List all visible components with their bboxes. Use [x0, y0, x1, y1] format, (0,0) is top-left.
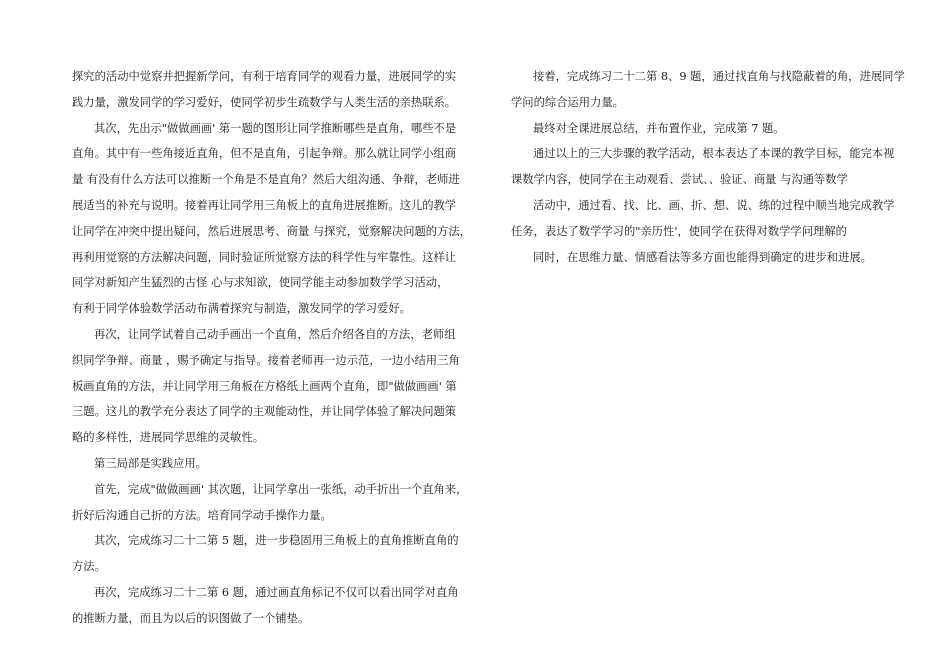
paragraph-line: 织同学争辩、商量 ，赐予确定与指导。接着老师再一边示范，一边小结用三角	[72, 353, 460, 367]
paragraph-line: 再利用觉察的方法解决问题，同时验证所觉察方法的科学性与牢靠性。这样让	[72, 250, 457, 264]
paragraph-line: 最终对全课进展总结，并布置作业，完成第 7 题。	[533, 121, 785, 135]
paragraph-line: 让同学在冲突中提出疑问，然后进展思考、商量 与探究，觉察解决问题的方法，	[72, 224, 471, 238]
paragraph-line: 有利于同学体验数学活动布满着探究与制造，激发同学的学习爱好。	[72, 302, 411, 316]
right-text-column	[511, 64, 905, 270]
paragraph-line: 略的多样性，进展同学思维的灵敏性。	[72, 431, 265, 445]
paragraph-line: 学问的综合运用力量。	[511, 95, 624, 109]
paragraph-line: 量 有没有什么方法可以推断一个角是不是直角？然后大组沟通、争辩，老师进	[72, 173, 460, 187]
paragraph-line: 探究的活动中觉察并把握新学问，有利于培育同学的观看力量，进展同学的实	[72, 70, 457, 83]
paragraph-line: 板画直角的方法，并让同学用三角板在方格纸上画两个直角，即"做做画画' 第	[72, 379, 457, 393]
paragraph-line: 任务，表达了数学学习的"亲历性'，使同学在获得对数学学问理解的	[511, 224, 847, 238]
paragraph-line: 的推断力量，而且为以后的识图做了一个铺垫。	[72, 611, 310, 625]
paragraph-line: 再次，完成练习二十二第 6 题，通过画直角标记不仅可以看出同学对直角	[94, 585, 459, 599]
paragraph-line: 接着，完成练习二十二第 8、9 题，通过找直角与找隐蔽着的角，进展同学	[533, 70, 905, 83]
paragraph-line: 践力量，激发同学的学习爱好，使同学初步生疏数学与人类生活的亲热联系。	[72, 95, 457, 109]
paragraph-line: 第三局部是实践应用。	[94, 456, 207, 470]
paragraph-line: 直角。其中有一些角接近直角，但不是直角，引起争辩。那么就让同学小组商	[72, 147, 457, 161]
paragraph-line: 课数学内容，使同学在主动观看、尝试、、验证、商量 与沟通等数学	[511, 173, 848, 187]
paragraph-line: 通过以上的三大步骤的教学活动，根本表达了本课的教学目标，能完本视	[533, 147, 895, 161]
left-text-column	[72, 64, 471, 632]
paragraph-line: 折好后沟通自己折的方法。培育同学动手操作力量。	[72, 508, 332, 522]
paragraph-line: 其次，先出示"做做画画' 第一题的图形让同学推断哪些是直角，哪些不是	[94, 121, 457, 135]
paragraph-line: 其次，完成练习二十二第 5 题，进一步稳固用三角板上的直角推断直角的	[94, 534, 459, 548]
paragraph-line: 首先，完成"做做画画' 其次题，让同学拿出一张纸，动手折出一个直角来，	[94, 482, 468, 496]
paragraph-line: 再次，让同学试着自己动手画出一个直角，然后介绍各自的方法，老师组	[94, 327, 456, 341]
paragraph-line: 活动中，通过看、找、比、画、折、想、说、练的过程中顺当地完成教学	[533, 198, 895, 212]
paragraph-line: 展适当的补充与说明。接着再让同学用三角板上的直角进展推断。这儿的教学	[72, 198, 457, 212]
paragraph-line: 方法。	[72, 560, 106, 574]
paragraph-line: 三题。这儿的教学充分表达了同学的主观能动性，并让同学体验了解决问题策	[72, 405, 457, 419]
paragraph-line: 同学对新知产生猛烈的古怪 心与求知欲，使同学能主动参加数学学习活动，	[72, 276, 449, 290]
paragraph-line: 同时，在思维力量、情感看法等多方面也能得到确定的进步和进展。	[533, 250, 872, 264]
